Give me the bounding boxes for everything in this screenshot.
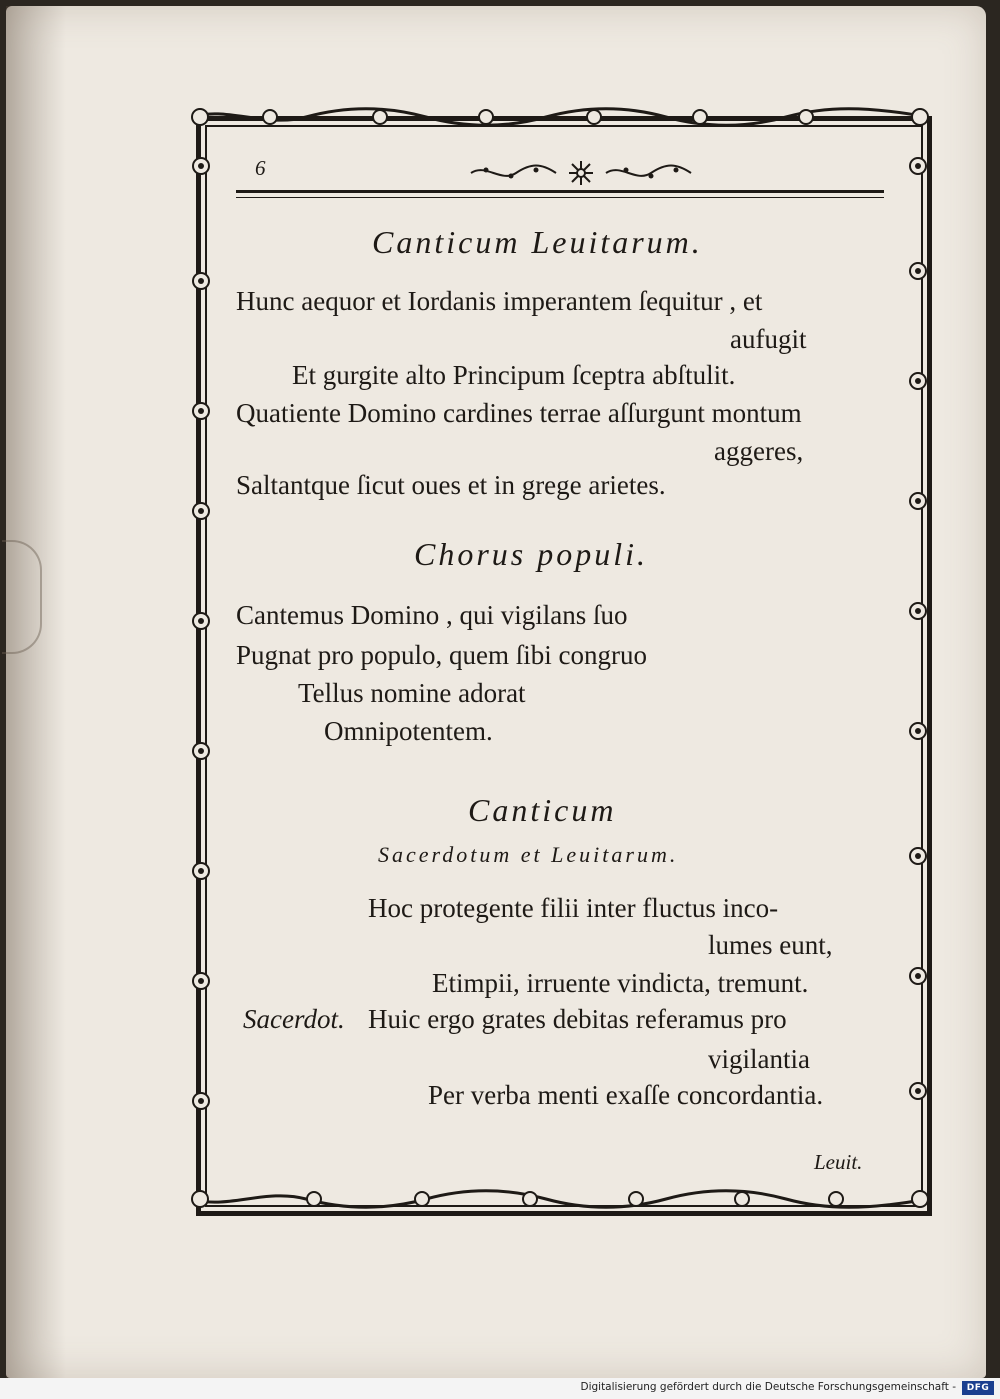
frame-rosette-icon [190,740,212,762]
section-subtitle: Sacerdotum et Leuitarum. [378,842,679,867]
section-title: Chorus populi. [414,536,649,572]
top-flourish-border [186,104,934,130]
verse-line: Hoc protegente filii inter fluctus inco- [368,893,779,923]
frame-rosette-icon [190,970,212,992]
verse-line: lumes eunt, [708,930,833,960]
verse-line: Huic ergo grates debitas referamus pro [368,1004,787,1034]
footer-bar [0,1378,1000,1399]
header-rule [236,190,884,193]
frame-rosette-icon [190,500,212,522]
section-title: Canticum [468,792,617,828]
frame-rosette-icon [907,965,929,987]
frame-rosette-icon [907,600,929,622]
verse-line: Cantemus Domino , qui vigilans ſuo [236,600,628,630]
catchword: Leuit. [814,1150,863,1174]
verse-line: Omnipotentem. [324,716,493,746]
frame-rosette-icon [190,400,212,422]
speaker-label: Sacerdot. [243,1004,345,1034]
header-rule [236,197,884,198]
section-title: Canticum Leuitarum. [372,224,703,260]
verse-line: aggeres, [714,436,804,466]
frame-rosette-icon [907,370,929,392]
verse-line: Hunc aequor et Iordanis imperantem ſequitur , et [236,286,763,316]
verse-line: Quatiente Domino cardines terrae aſſurgunt montum [236,398,802,428]
frame-rosette-icon [907,1080,929,1102]
frame-rosette-icon [907,845,929,867]
footer-credit: Digitalisierung gefördert durch die Deutsche Forschungsgemeinschaft - [580,1381,956,1393]
frame-rosette-icon [907,260,929,282]
frame-rosette-icon [907,490,929,512]
frame-rosette-icon [190,270,212,292]
gutter-shadow [6,6,66,1378]
bottom-flourish-border [186,1186,934,1212]
verse-line: Etimpii, irruente vindicta, tremunt. [432,968,809,998]
frame-rosette-icon [190,1090,212,1112]
dfg-logo: DFG [962,1381,994,1395]
header-ornament-icon [466,158,696,188]
page-number: 6 [255,156,266,180]
verse-line: aufugit [730,324,807,354]
verse-line: Tellus nomine adorat [298,678,526,708]
verse-line: Et gurgite alto Principum ſceptra abſtulit. [292,360,736,390]
verse-line: Per verba menti exaſſe concordantia. [428,1080,824,1110]
frame-rosette-icon [190,610,212,632]
frame-rosette-icon [907,720,929,742]
verse-line: Pugnat pro populo, quem ſibi congruo [236,640,647,670]
verse-line: vigilantia [708,1044,810,1074]
frame-rosette-icon [190,155,212,177]
verse-line: Saltantque ſicut oues et in grege arietes. [236,470,666,500]
frame-rosette-icon [190,860,212,882]
page-clip-mark [2,540,42,654]
frame-rosette-icon [907,155,929,177]
